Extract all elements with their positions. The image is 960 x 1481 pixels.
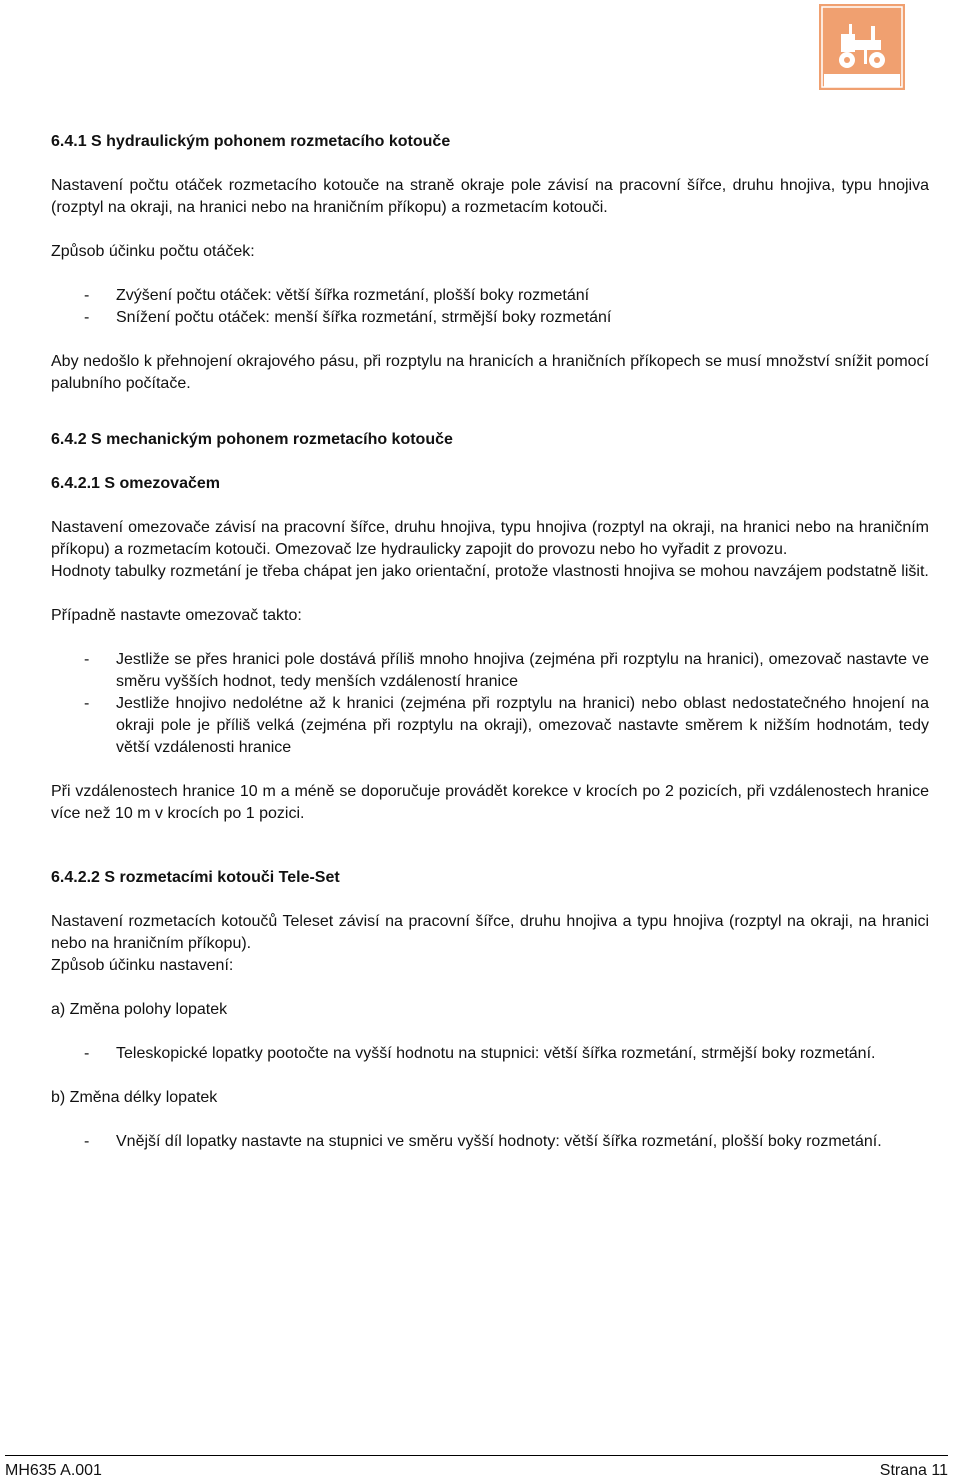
paragraph: Nastavení rozmetacích kotoučů Teleset závisí na pracovní šířce, druhu hnojiva a typu hnojiva (rozptyl na okraji, na hranici nebo na hraničním příkopu).: [51, 913, 929, 952]
list-item: - Jestliže se přes hranici pole dostává příliš mnoho hnojiva (zejména při rozptylu na hranici), omezovač nastavte ve směru vyšších hodnot, tedy menších vzdáleností hranice: [84, 651, 929, 690]
paragraph: Při vzdálenostech hranice 10 m a méně se doporučuje provádět korekce v krocích po 2 pozicích, při vzdálenostech hranice více než 10 m v krocích po 1 pozici.: [51, 783, 929, 822]
list-item: - Teleskopické lopatky pootočte na vyšší hodnotu na stupnici: větší šířka rozmetání, strmější boky rozmetání.: [84, 1045, 876, 1062]
paragraph: Způsob účinku nastavení:: [51, 957, 234, 974]
amazone-logo: [819, 4, 905, 90]
bullet-list: [51, 1043, 929, 1065]
section-heading-6422: 6.4.2.2 S rozmetacími kotouči Tele-Set: [51, 869, 340, 886]
document-body: [51, 131, 929, 1153]
paragraph: Hodnoty tabulky rozmetání je třeba chápat jen jako orientační, protože vlastnosti hnojiva se mohou navzájem podstatně lišit.: [51, 563, 929, 580]
footer-page-number: Strana 11: [879, 1462, 948, 1479]
paragraph: Případně nastavte omezovač takto:: [51, 607, 302, 624]
section-heading-641: 6.4.1 S hydraulickým pohonem rozmetacího kotouče: [51, 133, 451, 150]
list-item: - Vnější díl lopatky nastavte na stupnici ve směru vyšší hodnoty: větší šířka rozmetání, plošší boky rozmetání.: [84, 1133, 882, 1150]
footer-doc-id: MH635 A.001: [5, 1462, 102, 1479]
paragraph: b) Změna délky lopatek: [51, 1089, 218, 1106]
footer-divider: [5, 1455, 948, 1456]
paragraph: Aby nedošlo k přehnojení okrajového pásu, při rozptylu na hranicích a hraničních příkopech se musí množství snížit pomocí palubního počítače.: [51, 353, 929, 392]
bullet-list: [51, 1131, 929, 1153]
section-heading-642: 6.4.2 S mechanickým pohonem rozmetacího kotouče: [51, 431, 453, 448]
list-item: - Snížení počtu otáček: menší šířka rozmetání, strmější boky rozmetání: [84, 309, 612, 326]
paragraph: Nastavení omezovače závisí na pracovní šířce, druhu hnojiva, typu hnojiva (rozptyl na okraji, na hranici nebo na hraničním příkopu) a rozmetacím kotouči. Omezovač lze hydraulicky zapojit do provozu nebo ho vyřadit z provozu.: [51, 519, 929, 558]
bullet-list: [51, 285, 929, 329]
list-item: - Zvýšení počtu otáček: větší šířka rozmetání, plošší boky rozmetání: [84, 287, 590, 304]
section-heading-6421: 6.4.2.1 S omezovačem: [51, 475, 220, 492]
paragraph: a) Změna polohy lopatek: [51, 1001, 228, 1018]
bullet-list: [51, 649, 929, 759]
paragraph: Způsob účinku počtu otáček:: [51, 243, 255, 260]
paragraph: Nastavení počtu otáček rozmetacího kotouče na straně okraje pole závisí na pracovní šířce, druhu hnojiva, typu hnojiva (rozptyl na okraji, na hranici nebo na hraničním příkopu) a rozmetacím kotouči.: [51, 177, 929, 216]
list-item: - Jestliže hnojivo nedolétne až k hranici (zejména při rozptylu na hranici) nebo oblast nedostatečného hnojení na okraji pole je příliš velká (zejména při rozptylu na okraji), omezovač nastavte směrem k nižším hodnotám, tedy větší vzdálenosti hranice: [84, 695, 929, 756]
